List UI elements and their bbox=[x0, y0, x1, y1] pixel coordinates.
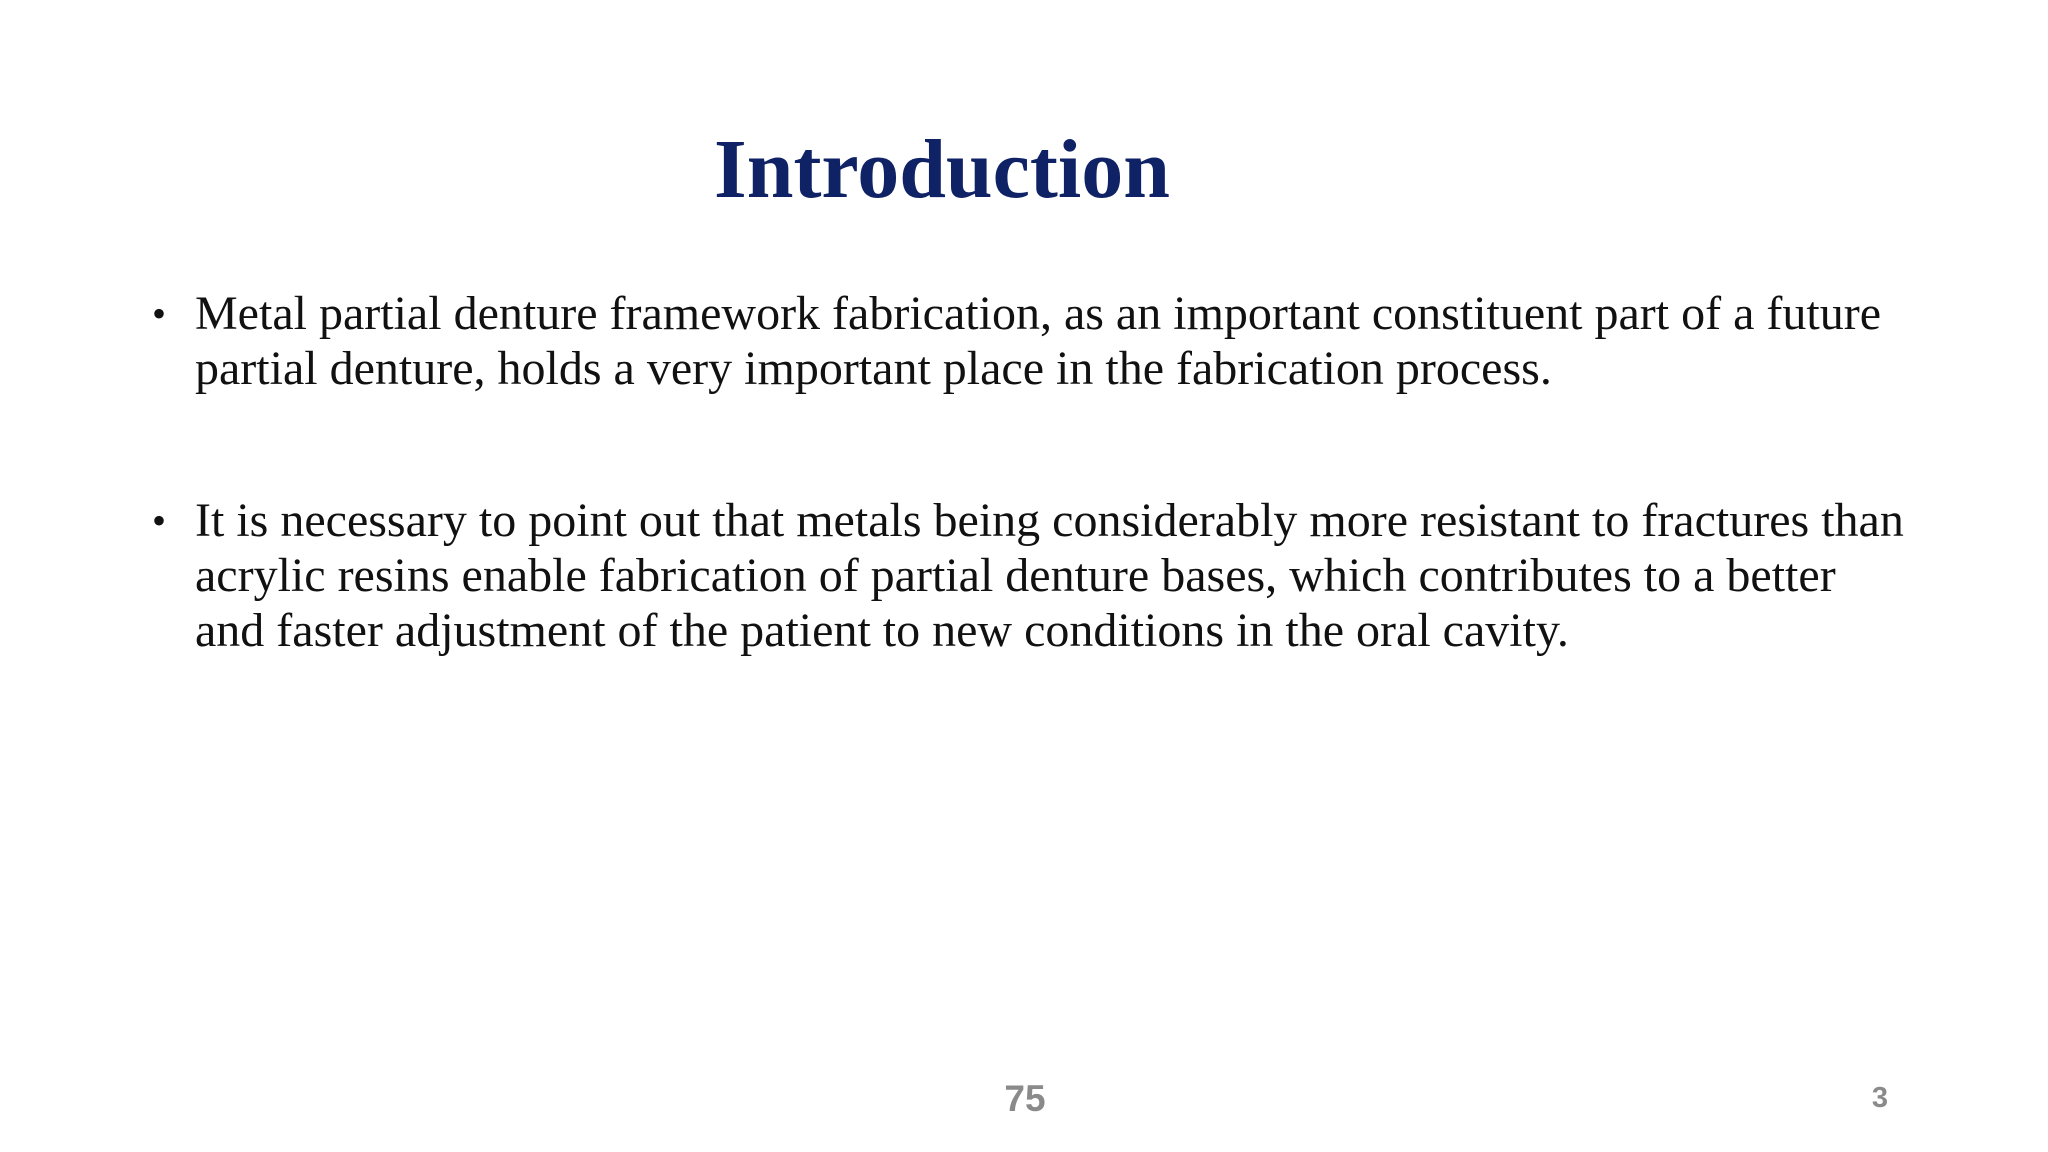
bullet-item bbox=[152, 493, 1912, 658]
slide-number: 3 bbox=[1871, 1082, 1889, 1114]
bullet-marker: • bbox=[152, 291, 167, 336]
bullet-text: It is necessary to point out that metals being considerably more resistant to fractures than acrylic resins enable fabrication of partial denture bases, which contributes to a better and faster adjustment of the patient to new conditions in the oral cavity. bbox=[195, 494, 1904, 657]
bullet-list bbox=[152, 286, 1912, 755]
bullet-marker: • bbox=[152, 498, 167, 543]
footer-number: 75 bbox=[1004, 1078, 1046, 1119]
bullet-item bbox=[152, 286, 1912, 396]
slide-title: Introduction bbox=[714, 123, 1170, 216]
bullet-text: Metal partial denture framework fabrication, as an important constituent part of a future partial denture, holds a very important place in the fabrication process. bbox=[195, 287, 1882, 395]
